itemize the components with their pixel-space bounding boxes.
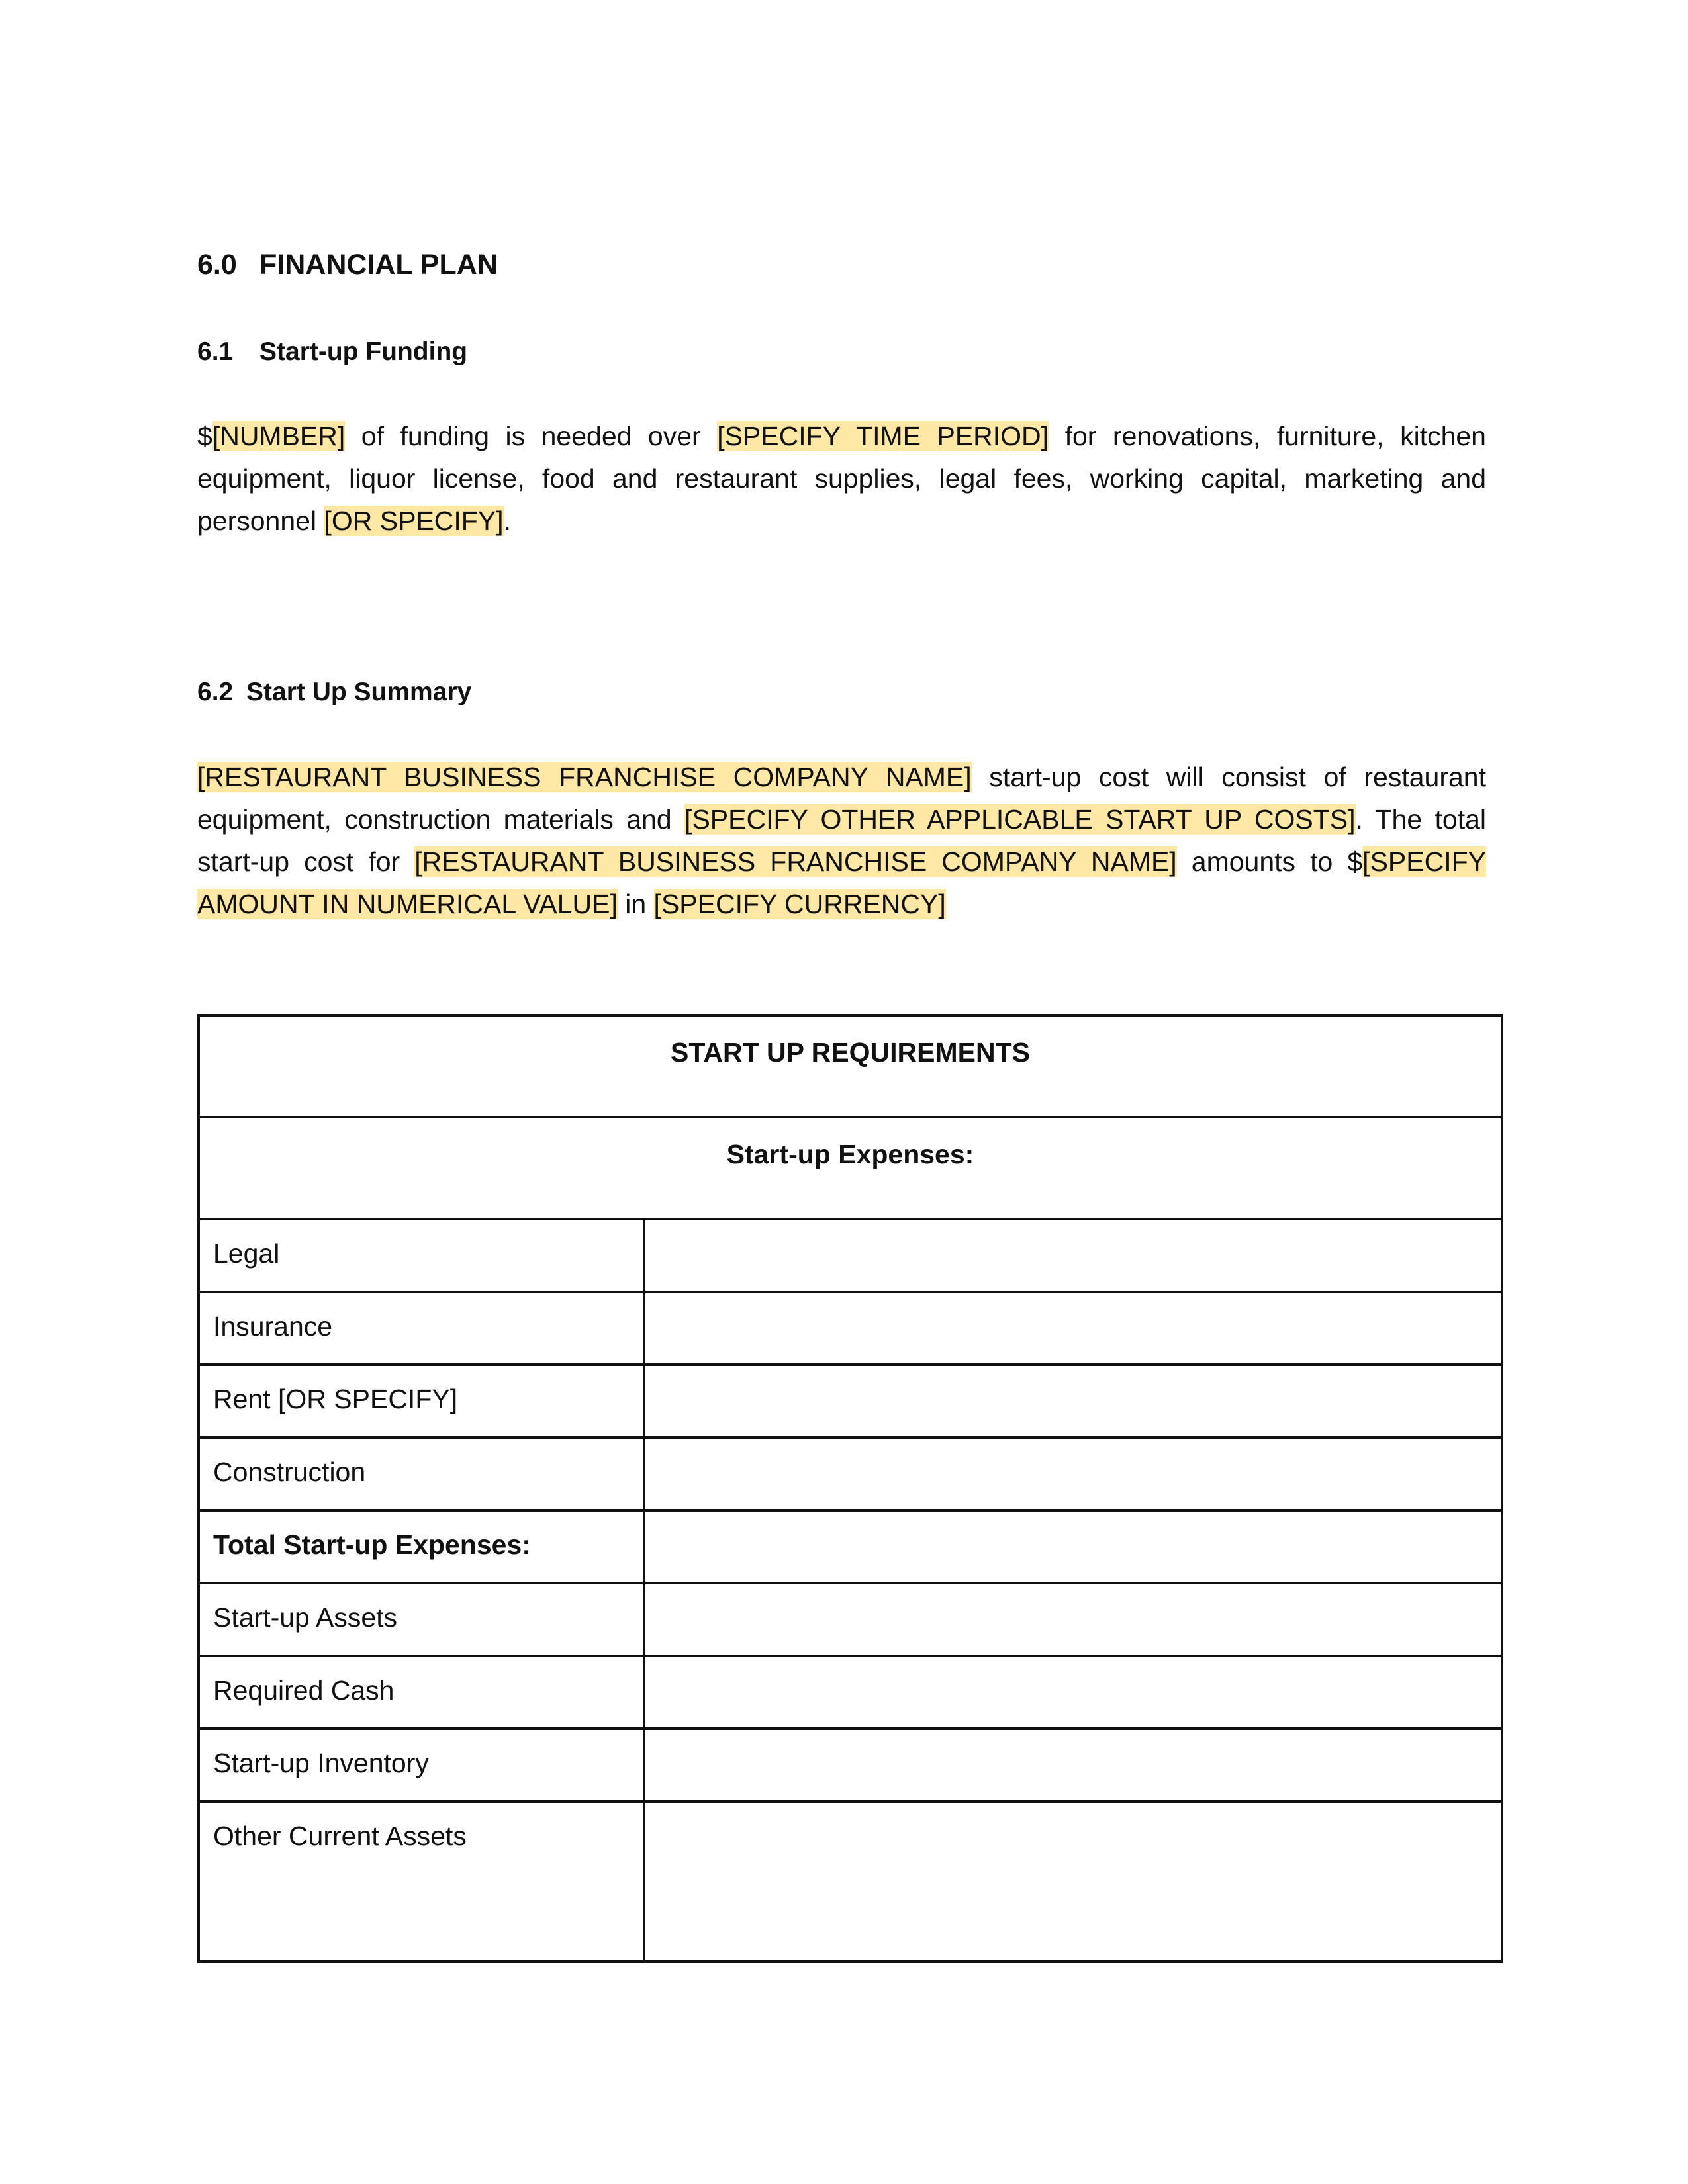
row-label: Insurance xyxy=(199,1292,644,1365)
table-title-row xyxy=(199,1015,1502,1117)
section-heading-startup-summary xyxy=(197,675,471,709)
paragraph-text: amounts to $ xyxy=(1176,846,1363,877)
row-value-cell[interactable] xyxy=(644,1292,1502,1365)
paragraph-text: for renovations, furniture, kitchen equipment, liquor license, food and restaurant supplies, legal fees, working capital, marketing and personnel xyxy=(197,421,1486,536)
section-number: 6.1 xyxy=(197,338,234,366)
row-label: Start-up Assets xyxy=(199,1583,644,1656)
row-value-cell[interactable] xyxy=(644,1729,1502,1801)
table-subtitle: Start-up Expenses: xyxy=(199,1117,1502,1219)
amount-placeholder: [SPECIFY AMOUNT IN NUMERICAL VALUE] xyxy=(197,846,1486,919)
table-row xyxy=(199,1801,1502,1962)
paragraph-text: start-up cost will consist of restaurant equipment, construction materials and xyxy=(197,762,1486,835)
paragraph-text: in xyxy=(617,889,654,919)
row-value-cell[interactable] xyxy=(644,1219,1502,1292)
number-placeholder: [NUMBER] xyxy=(212,421,346,451)
section-title: Start Up Summary xyxy=(246,678,472,706)
startup-requirements-table xyxy=(197,1014,1503,1963)
row-value-cell[interactable] xyxy=(644,1437,1502,1510)
time-period-placeholder: [SPECIFY TIME PERIOD] xyxy=(717,421,1049,451)
table-row xyxy=(199,1437,1502,1510)
company-name-placeholder: [RESTAURANT BUSINESS FRANCHISE COMPANY NAME] xyxy=(197,762,972,792)
section-heading-startup-funding xyxy=(197,335,467,369)
row-value-cell[interactable] xyxy=(644,1365,1502,1437)
startup-summary-paragraph xyxy=(197,756,1486,925)
section-title: Start-up Funding xyxy=(259,338,468,366)
table-row xyxy=(199,1365,1502,1437)
section-number: 6.0 xyxy=(197,249,237,281)
row-label: Legal xyxy=(199,1219,644,1292)
table-row xyxy=(199,1219,1502,1292)
row-label: Start-up Inventory xyxy=(199,1729,644,1801)
table-row xyxy=(199,1656,1502,1729)
section-number: 6.2 xyxy=(197,678,234,706)
row-value-cell[interactable] xyxy=(644,1656,1502,1729)
currency-placeholder: [SPECIFY CURRENCY] xyxy=(653,889,946,919)
section-heading-financial-plan xyxy=(197,246,498,283)
other-costs-placeholder: [SPECIFY OTHER APPLICABLE START UP COSTS] xyxy=(684,804,1356,835)
row-label: Construction xyxy=(199,1437,644,1510)
startup-funding-paragraph xyxy=(197,415,1486,542)
paragraph-text: . The total start-up cost for xyxy=(197,804,1487,877)
table-row xyxy=(199,1729,1502,1801)
row-label-total: Total Start-up Expenses: xyxy=(199,1510,644,1583)
paragraph-text: of funding is needed over xyxy=(345,421,718,451)
table-title: START UP REQUIREMENTS xyxy=(199,1015,1502,1117)
row-value-cell[interactable] xyxy=(644,1801,1502,1962)
table-row xyxy=(199,1292,1502,1365)
table-row xyxy=(199,1583,1502,1656)
section-title: FINANCIAL PLAN xyxy=(259,249,498,281)
company-name-placeholder: [RESTAURANT BUSINESS FRANCHISE COMPANY NAME] xyxy=(414,846,1177,877)
table-row-total xyxy=(199,1510,1502,1583)
table-subtitle-row xyxy=(199,1117,1502,1219)
dollar-sign: $ xyxy=(197,421,212,451)
or-specify-placeholder: [OR SPECIFY] xyxy=(324,506,504,536)
row-value-cell[interactable] xyxy=(644,1583,1502,1656)
row-value-cell[interactable] xyxy=(644,1510,1502,1583)
row-label: Required Cash xyxy=(199,1656,644,1729)
paragraph-text: . xyxy=(503,506,511,536)
row-label: Other Current Assets xyxy=(199,1801,644,1962)
row-label: Rent [OR SPECIFY] xyxy=(199,1365,644,1437)
